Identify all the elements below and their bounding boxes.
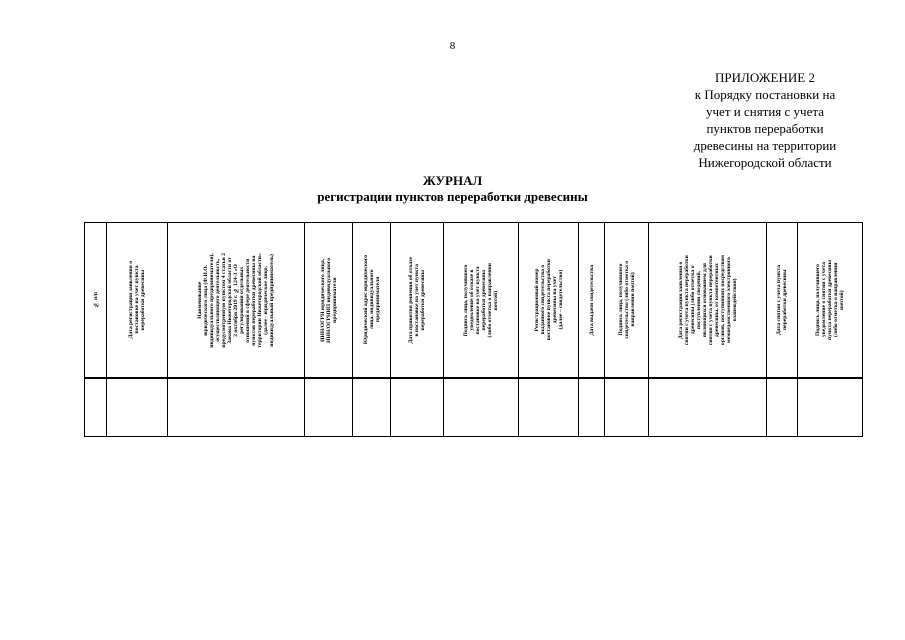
table-cell-empty[interactable] [85, 378, 107, 436]
appendix-line: учет и снятия с учета [706, 104, 824, 119]
column-header-line: Юридический адрес юридического [362, 255, 369, 345]
column-header-line: ИНН/ОГРН юридического лица, [319, 258, 326, 342]
table-cell-empty[interactable] [767, 378, 798, 436]
column-header-line: (далее - юридическое лицо, [263, 265, 269, 335]
column-header-text [363, 255, 381, 344]
column-header-line: органов, поступивших посредством [719, 254, 726, 346]
column-header-line: Дата регистрации заявления о [128, 261, 134, 339]
column-header-text [534, 259, 564, 340]
column-header-line: в постановке на учет пункта [414, 263, 420, 337]
journal-title-block [0, 173, 905, 205]
table-cell-empty[interactable] [353, 378, 391, 436]
column-header-line: почтой) [839, 290, 845, 310]
column-header-line: Дата принятия решения об отказе [408, 256, 414, 344]
column-header-line: пунктов переработки древесины на [251, 254, 257, 346]
column-header-12 [767, 223, 798, 379]
column-header-text [320, 258, 338, 343]
column-header-4 [305, 223, 353, 379]
table-cell-empty[interactable] [649, 378, 767, 436]
column-header-1 [85, 223, 107, 379]
column-header-line: территории Нижегородской области» [257, 252, 263, 348]
column-header-line: индивидуальный предприниматель) [269, 253, 275, 347]
column-header-line: древесины на учет [551, 276, 558, 324]
column-header-line: постановке на учет пункта [134, 265, 140, 335]
page-number: 8 [449, 40, 456, 52]
column-header-line: пункта переработки древесины [827, 259, 833, 340]
column-header-line: снятии с учета пункта переработки [683, 255, 690, 345]
column-header-line: Дата регистрации заявления о [677, 261, 684, 339]
column-header-7 [444, 223, 519, 379]
column-header-text [93, 292, 99, 307]
column-header-line: (либо отметка о направлении [833, 262, 839, 338]
table-cell-empty[interactable] [391, 378, 444, 436]
column-header-line: межведомственного электронного [725, 257, 732, 344]
column-header-text [776, 265, 788, 335]
column-header-10 [605, 223, 649, 379]
column-header-line: Дата выдачи свидетельства [588, 264, 595, 336]
column-header-line: юридического лица (Ф.И.О. [203, 264, 209, 336]
column-header-9 [579, 223, 605, 379]
journal-subtitle: регистрации пунктов переработки древесины [317, 189, 588, 204]
table-empty-row [85, 378, 863, 436]
column-header-line: уведомление о снятии с учета [821, 262, 827, 338]
column-header-line: переработки древесины [481, 269, 487, 331]
column-header-line: Подпись лица, получившего [617, 264, 624, 336]
column-header-line: являющихся основанием для [701, 263, 708, 338]
column-header-line: снятия с учета пункта переработки [707, 255, 714, 345]
appendix-heading [670, 69, 860, 171]
column-header-line: уведомление об отказе в [469, 269, 475, 331]
table-cell-empty[interactable] [168, 378, 305, 436]
column-header-text [589, 265, 595, 336]
column-header-line: Закона Нижегородской области от [227, 256, 233, 344]
column-header-line: Регистрационный номер [533, 268, 540, 332]
table-cell-empty[interactable] [519, 378, 579, 436]
table-cell-empty[interactable] [605, 378, 649, 436]
column-header-text [618, 261, 636, 339]
table-cell-empty[interactable] [579, 378, 605, 436]
column-header-line: отношений в сфере деятельности [245, 257, 251, 343]
column-header-text [197, 253, 275, 348]
column-header-text [463, 263, 499, 338]
journal-title: ЖУРНАЛ [422, 173, 483, 188]
column-header-line: древесины (либо отметка о [689, 265, 696, 335]
column-header-line: свидетельство (либо отметка о [623, 261, 630, 339]
appendix-line: Нижегородской области [698, 155, 832, 170]
column-header-6 [391, 223, 444, 379]
column-header-8 [519, 223, 579, 379]
column-header-line: постановке на учет пункта [475, 265, 481, 335]
column-header-text [815, 260, 845, 340]
table-cell-empty[interactable] [107, 378, 168, 436]
column-header-line: предпринимателя [374, 277, 381, 323]
column-header-13 [798, 223, 863, 379]
column-header-line: переработки древесины [420, 269, 426, 331]
column-header-line: древесины, от компетентных [713, 263, 720, 337]
column-header-line: регулировании отдельных [239, 266, 245, 334]
column-header-line: осуществляющего деятельность, [215, 258, 221, 342]
column-header-line: Подпись лица, получившего [463, 264, 469, 336]
column-header-line: постановке пункта переработки [545, 259, 552, 341]
column-header-3 [168, 223, 305, 379]
column-header-line: предусмотренную пунктом 4 статьи 2 [221, 252, 227, 348]
column-header-11 [649, 223, 767, 379]
column-header-line: Дата снятия с учета пункта [776, 264, 782, 336]
appendix-line: к Порядку постановки на [694, 87, 836, 102]
table-cell-empty[interactable] [305, 378, 353, 436]
column-header-line: взаимодействия) [731, 278, 738, 322]
column-header-line: лица, индивидуального [368, 270, 375, 330]
table-cell-empty[interactable] [798, 378, 863, 436]
column-header-line: Наименование [197, 281, 203, 319]
column-header-line: переработки древесины [140, 269, 146, 331]
column-header-line: № п/п [92, 292, 99, 308]
column-header-line: (либо отметка о направлении [487, 262, 493, 338]
column-header-line: индивидуального предпринимателя), [209, 252, 215, 348]
column-header-text [678, 255, 738, 345]
column-header-line: 2 октября 2019 г. № 124-З «О [233, 263, 239, 337]
journal-table [84, 222, 863, 437]
column-header-text [408, 257, 426, 344]
column-header-line: выданного свидетельства о [539, 265, 546, 335]
appendix-line: древесины на территории [693, 138, 837, 153]
column-header-text [128, 261, 146, 338]
column-header-5 [353, 223, 391, 379]
column-header-line: предпринимателя [331, 277, 338, 323]
column-header-line: переработки древесины [782, 269, 788, 331]
column-header-line: Подпись лица, получившего [815, 264, 821, 336]
column-header-line: направлении почтой) [629, 272, 636, 328]
column-header-line: (далее – свидетельство) [557, 270, 564, 330]
column-header-line: поступлении сведений, [695, 270, 702, 330]
column-header-line: почтой) [493, 290, 499, 310]
appendix-line: ПРИЛОЖЕНИЕ 2 [715, 70, 815, 85]
column-header-2 [107, 223, 168, 379]
table-header-row [85, 223, 863, 379]
table-cell-empty[interactable] [444, 378, 519, 436]
column-header-line: ИНН/ОГРНИП индивидуального [325, 257, 332, 343]
appendix-line: пунктов переработки [706, 121, 824, 136]
